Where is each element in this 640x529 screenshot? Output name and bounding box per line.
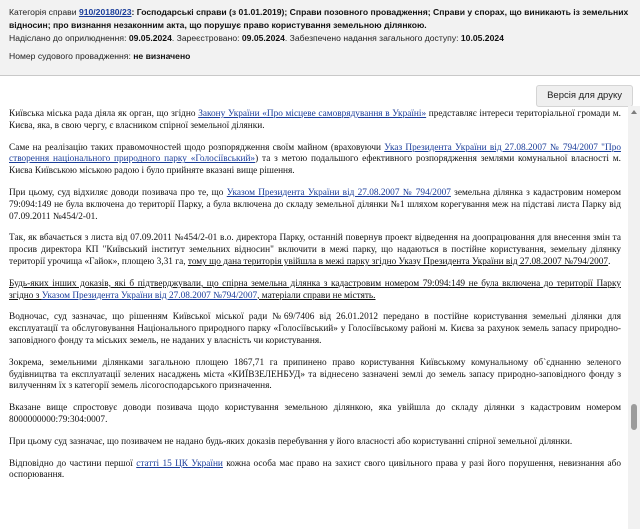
case-category-label: Категорія справи <box>9 7 79 17</box>
access-date: 10.05.2024 <box>460 33 504 43</box>
text: представляє інтереси територіальної громади м. Києва, яка, в свою чергу, є власником спірної земельної ділянки. <box>9 109 621 131</box>
case-number-link[interactable]: 910/20180/23 <box>78 7 132 17</box>
scroll-up-arrow-icon[interactable] <box>631 110 637 114</box>
proceeding-number-value: не визначено <box>133 51 191 61</box>
text: Саме на реалізацію таких правомочностей щодо розпорядження своїм майном (враховуючи <box>9 142 385 153</box>
paragraph: Вказане вище спростовує доводи позивача щодо користування земельною ділянкою, яка увійшла до складу ділянки з кадастровим номером 8000000000:79:304:0007. <box>9 403 621 425</box>
case-category-line <box>9 6 632 18</box>
paragraph: Зокрема, земельними ділянками загальною площею 1867,71 га припинено право користування Київському комунальному об`єднанню зеленого будівництва та експлуатації зелених насаджень міста «КИЇВЗЕЛЕНБУД» та віднесено зазначені землі до земель запасу природно-заповідного фонду з вилученням їх з категорії земель лісогосподарського призначення. <box>9 357 621 392</box>
paragraph <box>9 143 621 178</box>
decree-link[interactable]: Указ Президента України від 27.08.2007 № 794/2007 "Про створення національного природного парку «Голосіївський» <box>9 142 621 165</box>
paragraph <box>9 109 621 133</box>
text: При цьому, суд відхиляє доводи позивача про те, що <box>9 187 227 198</box>
access-label: . Забезпечено надання загального доступу: <box>284 33 461 43</box>
text: . <box>608 256 611 267</box>
paragraph <box>9 188 621 223</box>
underlined-text: Будь-яких інших доказів, які б підтверджували, що спірна земельна ділянка з кадастровим номером 79:094:149 не була включена до території Парку згідно з <box>9 278 621 301</box>
case-category-value: : Господарські справи (з 01.01.2019); Справи позовного провадження; Справи у спорах, що виникають із земельних <box>131 7 629 17</box>
underlined-text: , матеріали справи не містять. <box>257 290 376 301</box>
sent-date: 09.05.2024 <box>128 33 172 43</box>
registered-date: 09.05.2024 <box>241 33 285 43</box>
sent-label: Надіслано до оприлюднення: <box>9 33 129 43</box>
proceeding-number-line <box>9 50 632 62</box>
paragraph <box>9 233 621 268</box>
paragraph: При цьому суд зазначає, що позивачем не надано будь-яких доказів перебування у його власності або користуванні спірної земельної ділянки. <box>9 436 573 447</box>
proceeding-number-label: Номер судового провадження: <box>9 51 134 61</box>
decree-link[interactable]: Указом Президента України від 27.08.2007 № 794/2007 <box>226 187 451 198</box>
decree-link[interactable]: Указом Президента України від 27.08.2007 №794/2007 <box>41 290 258 301</box>
case-category-value-2: відносин; про визнання незаконним акта, що порушує право користування земельною ділянкою. <box>9 20 427 30</box>
decision-text <box>9 109 621 529</box>
text: земельна ділянка з кадастровим номером 79:094:149 не була включена до території Парку, а була включена до складу земельної ділянки №1 шляхом корегування меж на підставі листа Парку від 07.09.2011 №454/2-01. <box>9 187 621 222</box>
case-dates-line <box>9 32 632 44</box>
text: ) та з метою подальшого ефективного розпорядження землями комунальної власності м. Києва Київською міською радою і було прийняте вказані вище рішення. <box>9 154 621 177</box>
scrollbar-thumb[interactable] <box>631 404 637 430</box>
print-version-button[interactable]: Версія для друку <box>536 85 633 107</box>
text: кожна особа має право на захист свого цивільного права у разі його порушення, невизнання або оспорювання. <box>9 458 621 481</box>
paragraph: Водночас, суд зазначає, що рішенням Київської міської ради №69/7406 від 26.01.2012 передано в постійне користування земельні ділянки для експлуатації та обслуговування Національного природного парку «Голосіївський» у Голосіївському районі м. Києва за рахунок земель запасу природно-заповідного фонду та міських земель, не наданих у власність чи користування. <box>9 312 621 346</box>
law-link[interactable]: Закону України «Про місцеве самоврядування в Україні» <box>198 109 427 119</box>
paragraph <box>9 279 621 303</box>
case-category-line-2 <box>9 19 632 31</box>
vertical-scrollbar[interactable] <box>628 106 640 529</box>
text: Відповідно до частини першої <box>9 458 137 469</box>
case-info-header <box>0 0 640 76</box>
paragraph <box>9 459 621 483</box>
text: Київська міська рада діяла як орган, що згідно <box>9 109 199 119</box>
underlined-text: тому що дана територія увійшла в межі парку згідно Указу Президента України від 27.08.2007 №794/2007 <box>187 256 609 267</box>
registered-label: . Зареєстровано: <box>171 33 242 43</box>
civil-code-link[interactable]: статті 15 ЦК України <box>136 458 223 469</box>
toolbar <box>0 78 640 106</box>
text: Так, як вбачається з листа від 07.09.2011 №454/2-01 в.о. директора Парку, останній повернув проект відведення на доопрацювання для внесення змін та просив директора КП "Київський інститут земельних відносин" включити в межі парку, що надаються в постійне користування, земельну ділянку території урочища «Гайок», площею 3,31 га, <box>9 233 621 267</box>
